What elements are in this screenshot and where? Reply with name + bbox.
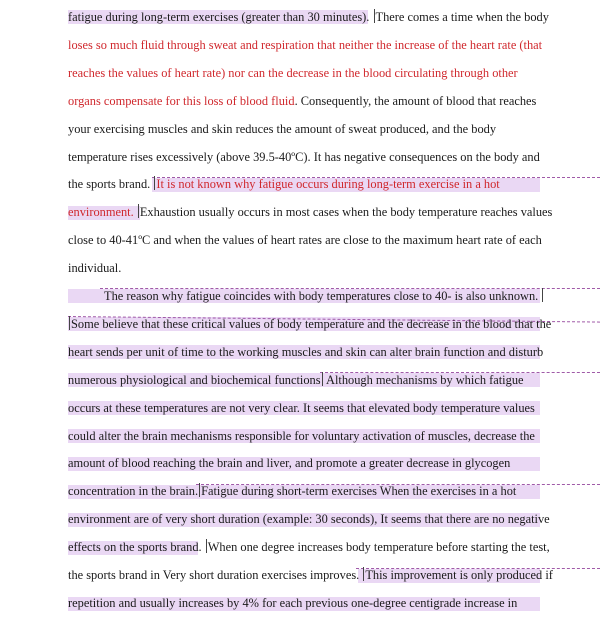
body-text: repetition and usually increases by 4% for each previous one-degree centigrade increase in (68, 595, 518, 610)
change-marker (69, 316, 70, 330)
text-line[interactable] (68, 422, 535, 450)
body-text: amount of blood reaching the brain and liver, and promote a greater decrease in glycogen (68, 456, 511, 471)
body-text: heart sends per unit of time to the working muscles and skin can alter brain function and disturb (68, 344, 544, 359)
text-line[interactable] (68, 115, 496, 143)
text-line[interactable] (68, 505, 550, 533)
text-line[interactable] (68, 477, 516, 505)
text-line[interactable] (68, 143, 540, 171)
text-line[interactable] (68, 338, 543, 366)
body-text: Exhaustion usually occurs in most cases when the body temperature reaches values (139, 205, 553, 220)
tracked-change-text: environment. (68, 205, 137, 220)
body-text: could alter the brain mechanisms responsible for voluntary activation of muscles, decrease the (68, 428, 535, 443)
body-text: numerous physiological and biochemical functions (68, 372, 321, 387)
text-line[interactable] (68, 561, 553, 589)
text-line[interactable] (68, 198, 552, 226)
body-text: Some believe that these critical values of body temperature and the decrease in the blood that the (71, 316, 552, 331)
text-line[interactable] (68, 254, 121, 282)
body-text: the sports brand in Very short duration exercises improves. (68, 568, 363, 582)
body-text: individual. (68, 261, 122, 276)
text-line[interactable] (68, 3, 549, 31)
body-text: close to 40-41ºC and when the values of heart rates are close to the maximum heart rate of each (68, 233, 542, 248)
text-line[interactable] (68, 282, 544, 310)
body-text: The reason why fatigue coincides with body temperatures close to 40- is also unknown. (104, 289, 542, 303)
text-line[interactable] (68, 59, 518, 87)
text-line[interactable] (68, 87, 536, 115)
text-line[interactable] (68, 394, 535, 422)
tracked-change-text: It is not known why fatigue occurs during long-term exercise in a hot (156, 177, 500, 192)
change-marker (199, 483, 200, 497)
body-text: environment are of very short duration (example: 30 seconds), It seems that there are no negative (68, 512, 550, 527)
text-line[interactable] (68, 31, 542, 59)
tracked-change-text: loses so much fluid through sweat and respiration that neither the increase of the heart rate (that (68, 37, 543, 52)
body-text: fatigue during long-term exercises (greater than 30 minutes). (68, 10, 373, 24)
body-text: Although mechanisms by which fatigue (323, 372, 524, 387)
change-marker (322, 372, 323, 386)
change-marker (374, 9, 375, 23)
body-text: the sports brand. (68, 177, 154, 192)
change-marker (138, 204, 139, 218)
body-text: This improvement is only produced if (365, 568, 553, 582)
text-line[interactable] (68, 366, 524, 394)
body-text: Fatigue during short-term exercises When the exercises in a hot (201, 484, 517, 499)
body-text: temperature rises excessively (above 39.5-40ºC). It has negative consequences on the body and (68, 149, 540, 164)
text-line[interactable] (68, 589, 517, 617)
text-line[interactable] (68, 226, 542, 254)
body-text: . Consequently, the amount of blood that reaches (294, 93, 537, 108)
text-line[interactable] (68, 310, 551, 338)
body-text: There comes a time when the body (375, 10, 549, 24)
body-text: your exercising muscles and skin reduces the amount of sweat produced, and the body (68, 121, 497, 136)
change-marker (542, 288, 543, 302)
body-text: effects on the sports brand. (68, 540, 205, 555)
tracked-change-text: organs compensate for this loss of blood fluid (68, 93, 295, 108)
change-marker (206, 539, 207, 553)
text-line[interactable] (68, 533, 550, 561)
text-line[interactable] (68, 449, 510, 477)
body-text: concentration in the brain. (68, 484, 199, 499)
body-text: occurs at these temperatures are not very clear. It seems that elevated body temperature values (68, 400, 535, 415)
tracked-change-text: reaches the values of heart rate) nor can the decrease in the blood circulating through other (68, 65, 518, 80)
text-line[interactable] (68, 170, 500, 198)
body-text: When one degree increases body temperature before starting the test, (207, 540, 550, 555)
